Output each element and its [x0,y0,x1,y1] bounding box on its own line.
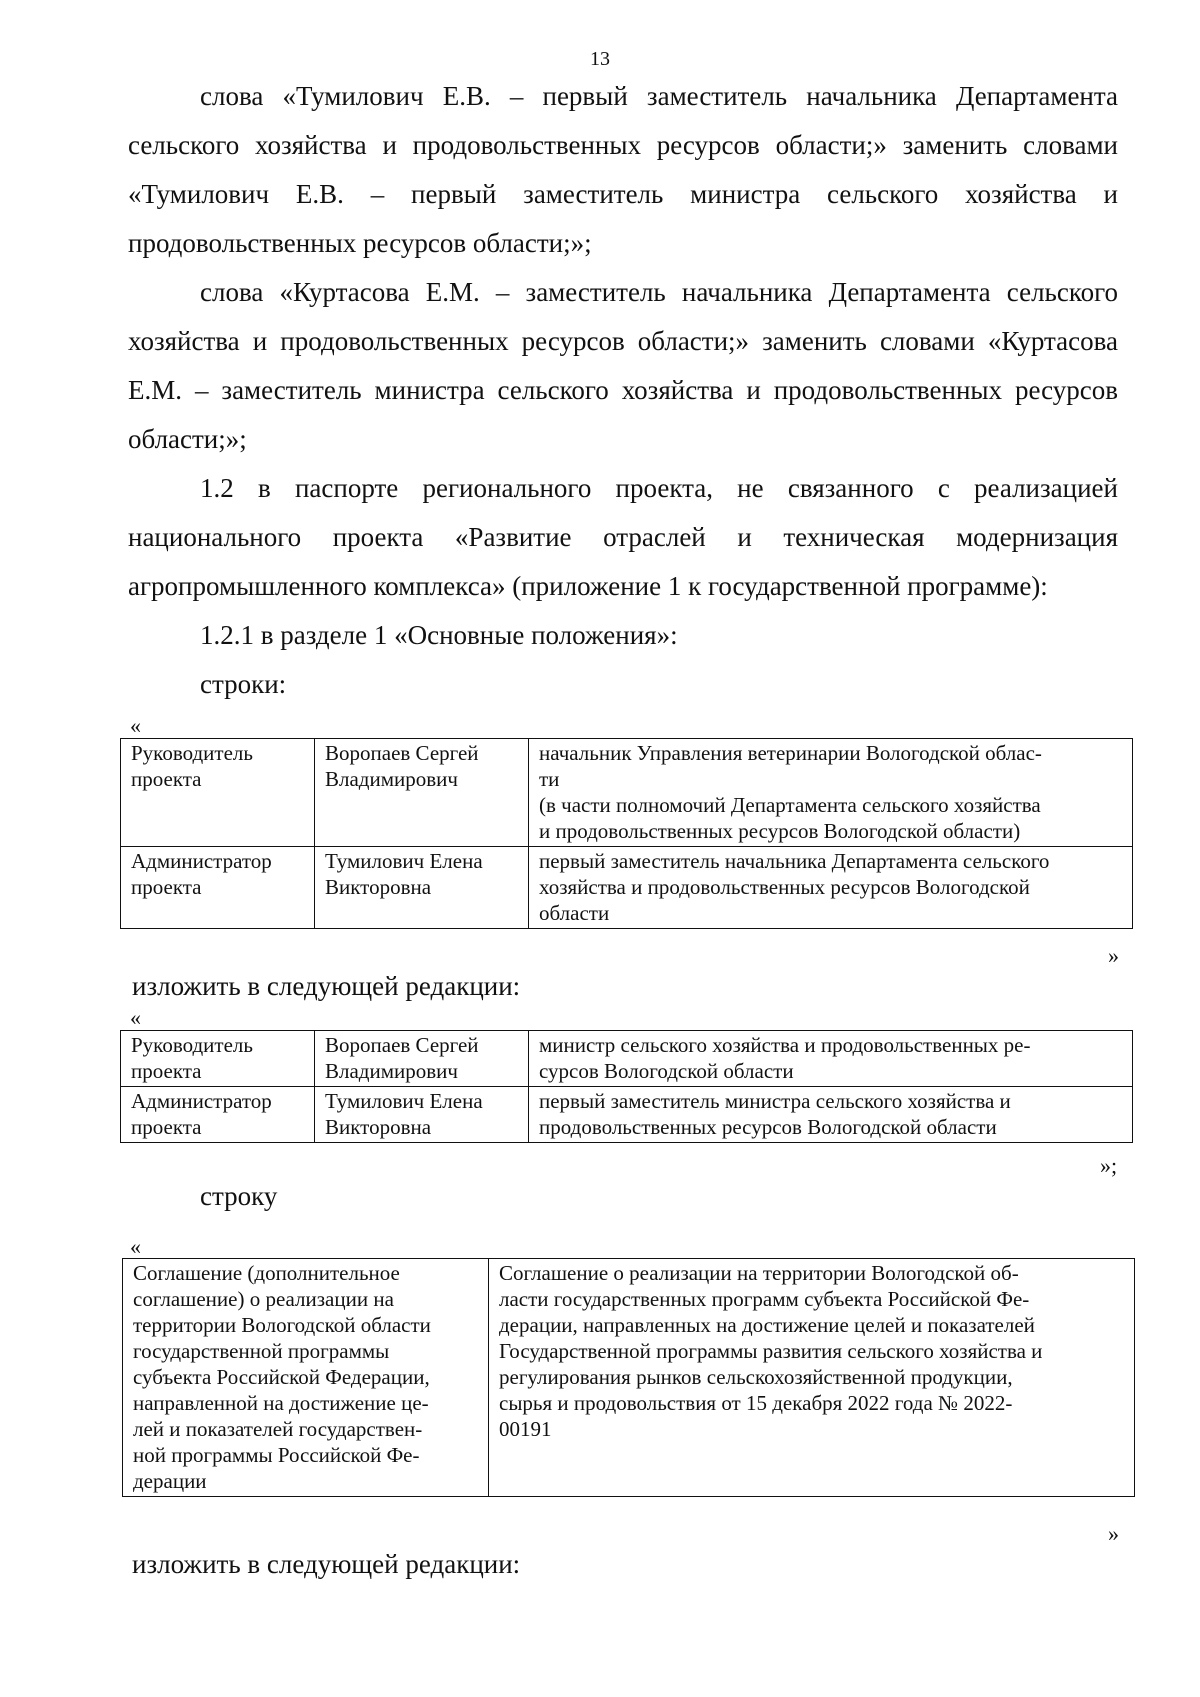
table-row [121,1087,1133,1143]
cell-line: начальник Управления ветеринарии Вологодской облас- [539,741,1042,765]
cell-line: первый заместитель начальника Департамента сельского [539,849,1050,873]
table-cell-person: Воропаев Сергей Владимирович [315,1031,529,1087]
table-cell-role: Руководитель проекта [121,739,315,847]
cell-line: области [539,901,610,925]
table-cell-role: Администратор проекта [121,1087,315,1143]
cell-line: (в части полномочий Департамента сельского хозяйства [539,793,1041,817]
cell-line: направленной на достижение це- [133,1391,429,1415]
cell-line: субъекта Российской Федерации, [133,1365,430,1389]
cell-line: министр сельского хозяйства и продовольственных ре- [539,1033,1031,1057]
paragraph-section-1: 1.2.1 в разделе 1 «Основные положения»: [200,620,678,650]
cell-line: сурсов Вологодской области [539,1059,794,1083]
table-cell-position [529,847,1133,929]
cell-line: ти [539,767,560,791]
open-quote: « [130,713,141,738]
cell-line: продовольственных ресурсов Вологодской области [539,1115,997,1139]
cell-line: дерации, направленных на достижение целей и показателей [499,1313,1035,1337]
open-quote: « [130,1005,141,1030]
page-number: 13 [590,48,610,70]
table-cell-agreement-type [123,1259,489,1497]
cell-line: Государственной программы развития сельского хозяйства и [499,1339,1043,1363]
cell-line: 00191 [499,1417,552,1441]
cell-line: дерации [133,1469,207,1493]
final-set-out-label: изложить в следующей редакции: [132,1549,521,1579]
paragraph-replace-tumilovich: слова «Тумилович Е.В. – первый заместитель начальника Департамента сельского хозяйства и продовольственных ресурсов области;» заменить словами «Тумилович Е.В. – первый заместитель министра сельского хозяйства и продовольственных ресурсов области;»; [128,81,1118,258]
main-text [128,72,1118,709]
cell-line: первый заместитель министра сельского хозяйства и [539,1089,1011,1113]
table-cell-person: Тумилович Елена Викторовна [315,847,529,929]
table-cell-person: Воропаев Сергей Владимирович [315,739,529,847]
paragraph-rows-label: строки: [200,669,287,699]
cell-line: и продовольственных ресурсов Вологодской области) [539,819,1021,843]
table-old-version [120,738,1133,929]
table-cell-role: Администратор проекта [121,847,315,929]
table-cell-position [529,739,1133,847]
cell-line: государственной программы [133,1339,390,1363]
cell-line: сырья и продовольствия от 15 декабря 2022 года № 2022- [499,1391,1013,1415]
cell-line: ласти государственных программ субъекта Российской Фе- [499,1287,1030,1311]
cell-line: территории Вологодской области [133,1313,431,1337]
cell-line: соглашение) о реализации на [133,1287,394,1311]
paragraph-replace-kurtasova: слова «Куртасова Е.М. – заместитель начальника Департамента сельского хозяйства и продовольственных ресурсов области;» заменить словами «Куртасова Е.М. – заместитель министра сельского хозяйства и продовольственных ресурсов области;»; [128,277,1118,454]
close-quote-semicolon: »; [1100,1153,1118,1178]
cell-line: хозяйства и продовольственных ресурсов Вологодской [539,875,1030,899]
open-quote: « [130,1234,141,1259]
table-row [121,1031,1133,1087]
close-quote: » [1108,943,1119,968]
table-row [123,1259,1135,1497]
table-new-version [120,1030,1133,1143]
cell-line: регулирования рынков сельскохозяйственной продукции, [499,1365,1013,1389]
row-label: строку [200,1181,278,1211]
table-agreement [122,1258,1135,1497]
table-cell-role: Руководитель проекта [121,1031,315,1087]
cell-line: Соглашение (дополнительное [133,1261,400,1285]
table-cell-position [529,1031,1133,1087]
table-row [121,847,1133,929]
cell-line: ной программы Российской Фе- [133,1443,420,1467]
table-cell-person: Тумилович Елена Викторовна [315,1087,529,1143]
paragraph-project-passport: 1.2 в паспорте регионального проекта, не связанного с реализацией национального проекта «Развитие отраслей и техническая модернизация агропромышленного комплекса» (приложение 1 к государственной программе): [128,473,1118,601]
table-cell-position [529,1087,1133,1143]
set-out-label: изложить в следующей редакции: [132,971,521,1001]
cell-line: Соглашение о реализации на территории Вологодской об- [499,1261,1019,1285]
table-cell-agreement-details [489,1259,1135,1497]
close-quote: » [1108,1521,1119,1546]
cell-line: лей и показателей государствен- [133,1417,423,1441]
table-row [121,739,1133,847]
